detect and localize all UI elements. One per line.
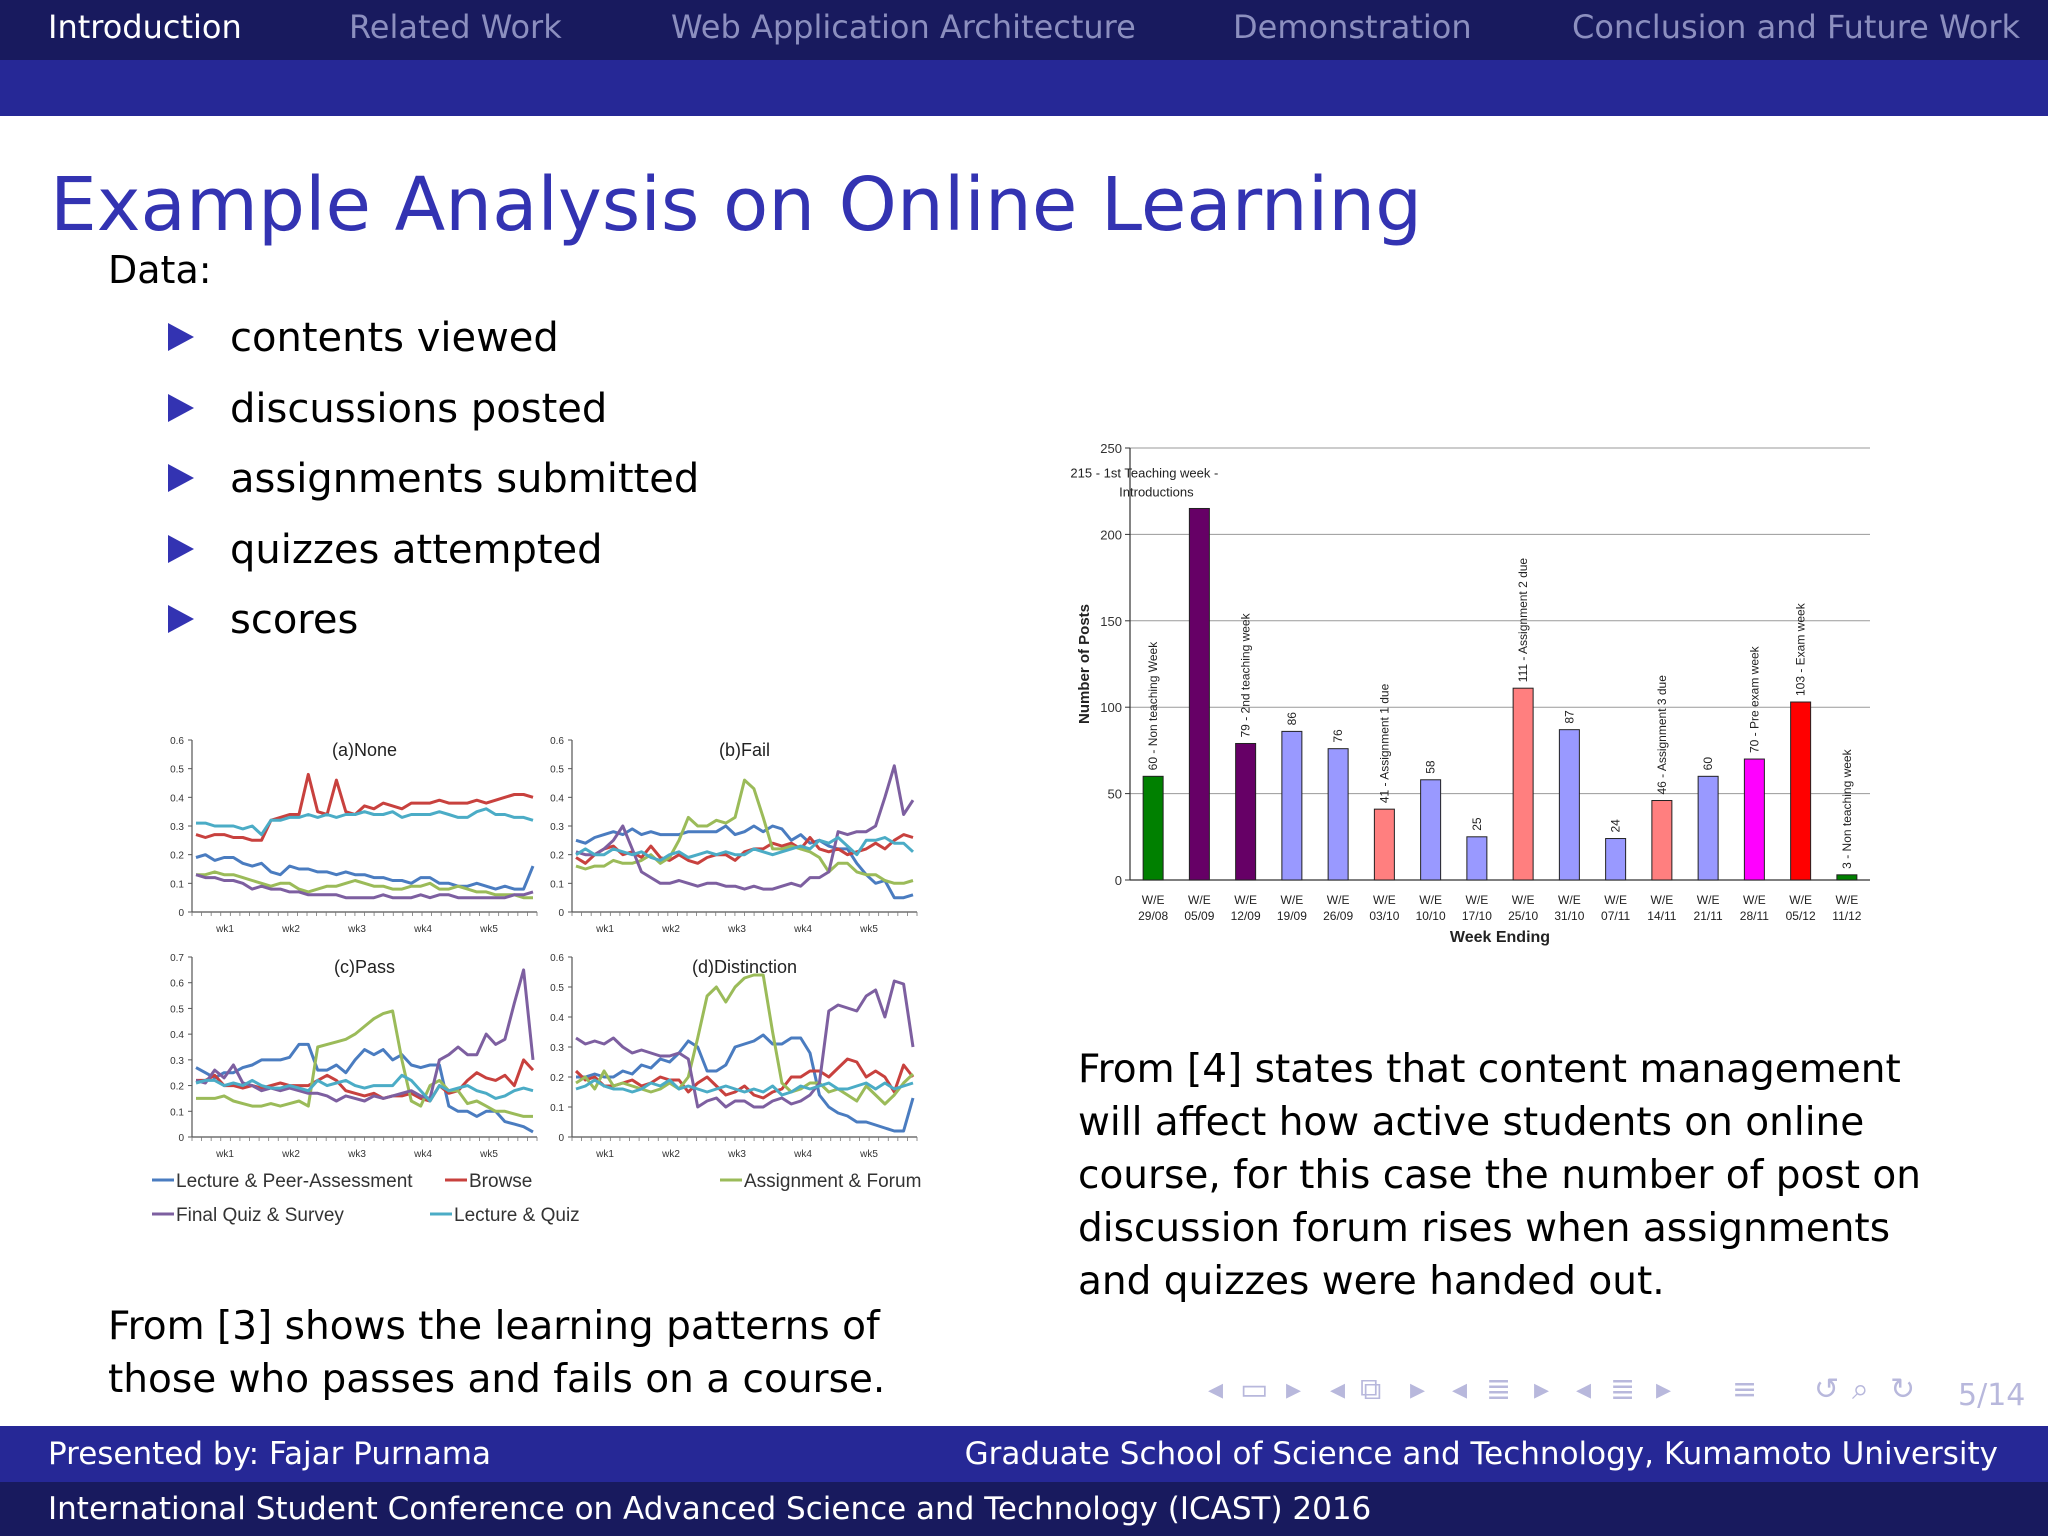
bullet-triangle-icon (168, 394, 194, 422)
x-tick-label: W/E (1465, 893, 1489, 907)
x-tick-label: 19/09 (1276, 909, 1307, 923)
y-tick-label: 0.3 (170, 1055, 184, 1067)
x-tick-label: W/E (1650, 893, 1674, 907)
x-tick-label: W/E (1511, 893, 1535, 907)
tab-related-work[interactable]: Related Work (349, 8, 562, 46)
x-tick-label: W/E (1188, 893, 1211, 907)
x-tick-label: wk5 (860, 1149, 878, 1160)
tab-conclusion-and-future-work[interactable]: Conclusion and Future Work (1572, 8, 2021, 46)
section-icon[interactable]: ≣ (1486, 1372, 1512, 1407)
bullet-text: discussions posted (230, 385, 608, 432)
bar (1606, 839, 1626, 880)
footer-lower (0, 1482, 2048, 1536)
x-tick-label: 10/10 (1415, 909, 1446, 923)
y-tick-label: 0.1 (170, 1107, 184, 1119)
bullet-triangle-icon (168, 535, 194, 563)
bullet-item (168, 457, 699, 528)
search-icon[interactable]: ⌕ (1852, 1372, 1869, 1407)
panel-title: (d)Distinction (691, 957, 798, 977)
series-line (196, 970, 533, 1101)
x-tick-label: W/E (1234, 893, 1257, 907)
line-panel (170, 953, 537, 1160)
subsection-bar (0, 60, 2048, 116)
x-tick-label: wk4 (414, 1149, 432, 1160)
x-tick-label: 29/08 (1138, 909, 1169, 923)
x-tick-label: 05/12 (1785, 909, 1816, 923)
bar (1744, 759, 1764, 880)
caption-right: From [4] states that content management will affect how active students on online course, for this case the number of post on discussion forum rises when assignments and quizzes were handed out. (1078, 1047, 1921, 1304)
x-tick-label: wk1 (216, 1149, 234, 1160)
footer-presenter: Presented by: Fajar Purnama (48, 1436, 492, 1472)
x-tick-label: wk4 (414, 924, 432, 935)
x-tick-label: wk5 (860, 924, 878, 935)
data-label: 87 (1562, 710, 1577, 724)
x-axis-title: Week Ending (1449, 929, 1551, 946)
data-label: 70 - Pre exam week (1747, 646, 1762, 754)
tab-introduction[interactable]: Introduction (48, 8, 242, 46)
y-tick-label: 0.2 (170, 1081, 184, 1093)
bullet-text: assignments submitted (230, 456, 700, 502)
bar (1189, 508, 1209, 880)
y-tick-label: 50 (1107, 786, 1122, 802)
data-label: 111 - Assignment 2 due (1516, 557, 1531, 683)
x-tick-label: 05/09 (1184, 909, 1215, 923)
y-tick-label: 0.4 (550, 793, 564, 805)
annotation: 215 - 1st Teaching week - (1070, 465, 1219, 481)
legend-label: Final Quiz & Survey (176, 1205, 344, 1226)
x-tick-label: wk1 (216, 924, 234, 935)
bar (1513, 688, 1533, 880)
legend-label: Lecture & Peer-Assessment (176, 1171, 413, 1192)
x-tick-label: W/E (1604, 893, 1627, 907)
bar (1791, 702, 1811, 880)
x-tick-label: wk2 (282, 924, 300, 935)
bullet-list (168, 316, 699, 669)
bullet-triangle-icon (168, 323, 194, 351)
bar (1236, 743, 1256, 880)
align-icon[interactable]: ≡ (1732, 1372, 1758, 1407)
bullet-item (168, 387, 699, 458)
legend-label: Lecture & Quiz (454, 1205, 580, 1226)
data-label: 86 (1284, 712, 1299, 726)
bullet-text: quizzes attempted (230, 526, 603, 573)
y-tick-label: 0.3 (550, 822, 564, 833)
data-label: 58 (1423, 760, 1438, 774)
bullet-text: contents viewed (230, 315, 559, 361)
x-tick-label: wk5 (480, 1149, 498, 1160)
x-tick-label: W/E (1141, 893, 1165, 907)
x-tick-label: wk3 (728, 1149, 746, 1160)
line-panel (550, 736, 917, 935)
arrow-left-icon[interactable]: ◂ (1330, 1372, 1346, 1407)
y-tick-label: 0 (558, 1133, 564, 1144)
x-tick-label: W/E (1280, 893, 1304, 907)
data-label: 41 - Assignment 1 due (1377, 683, 1392, 804)
arrow-right-icon[interactable]: ▸ (1286, 1372, 1302, 1407)
footer-upper (0, 1426, 2048, 1482)
line-panel (170, 736, 537, 935)
bullet-item (168, 598, 699, 669)
y-tick-label: 100 (1100, 700, 1122, 716)
y-tick-label: 0.2 (170, 850, 184, 862)
bullet-item (168, 528, 699, 599)
bullet-item (168, 316, 699, 387)
y-tick-label: 0.4 (170, 793, 184, 805)
x-tick-label: W/E (1558, 893, 1581, 907)
series-line (196, 774, 533, 840)
data-label: 60 - Non teaching Week (1146, 641, 1161, 771)
y-tick-label: 150 (1100, 613, 1122, 629)
bar (1374, 809, 1394, 880)
data-label: 25 (1469, 817, 1484, 831)
bar (1698, 776, 1718, 880)
page-number: 5/14 (1958, 1378, 2026, 1413)
data-label: 76 (1331, 729, 1346, 743)
x-tick-label: 28/11 (1739, 909, 1769, 923)
legend-label: Assignment & Forum (744, 1171, 922, 1192)
panel-title: (a)None (331, 740, 398, 760)
x-tick-label: 17/10 (1461, 909, 1492, 923)
x-tick-label: wk1 (596, 924, 614, 935)
tab-demonstration[interactable]: Demonstration (1233, 8, 1472, 46)
arrow-left-icon[interactable]: ◂ (1576, 1372, 1592, 1407)
y-tick-label: 0 (1114, 873, 1122, 888)
y-tick-label: 0.7 (170, 953, 184, 964)
data-label: 103 - Exam week (1793, 603, 1808, 697)
data-label: 46 - Assignment 3 due (1654, 675, 1669, 795)
data-label: 79 - 2nd teaching week (1238, 613, 1253, 738)
x-tick-label: W/E (1696, 893, 1720, 907)
x-tick-label: W/E (1789, 893, 1812, 907)
y-tick-label: 200 (1100, 527, 1122, 543)
x-tick-label: wk1 (596, 1149, 614, 1160)
y-tick-label: 0.1 (550, 879, 564, 891)
y-tick-label: 0 (558, 908, 564, 919)
x-tick-label: 26/09 (1323, 909, 1354, 923)
arrow-right-icon[interactable]: ▸ (1534, 1372, 1550, 1407)
y-tick-label: 0.5 (550, 764, 564, 776)
x-tick-label: wk2 (662, 924, 680, 935)
forum-posts-bar-chart (1070, 440, 1930, 970)
y-axis-title: Number of Posts (1076, 603, 1093, 725)
y-tick-label: 0.4 (550, 1013, 564, 1024)
bar (1421, 780, 1441, 880)
section-icon[interactable]: ≣ (1610, 1372, 1636, 1407)
x-tick-label: W/E (1835, 893, 1859, 907)
series-line (196, 809, 533, 835)
subsection-icon[interactable]: ⧉ (1360, 1372, 1382, 1407)
bar (1467, 837, 1487, 880)
x-tick-label: W/E (1419, 893, 1442, 907)
y-tick-label: 0.6 (170, 736, 184, 747)
caption-left: From [3] shows the learning patterns of those who passes and fails on a course. (108, 1304, 886, 1402)
bullet-triangle-icon (168, 605, 194, 633)
section-nav-bar (0, 0, 2048, 60)
x-tick-label: 31/10 (1554, 909, 1585, 923)
y-tick-label: 0.5 (170, 1004, 184, 1016)
y-tick-label: 0.4 (170, 1030, 184, 1042)
y-tick-label: 0.2 (550, 1073, 564, 1084)
y-tick-label: 0.3 (550, 1043, 564, 1054)
y-tick-label: 0.3 (170, 822, 184, 833)
x-tick-label: 12/09 (1230, 909, 1261, 923)
bar (1328, 749, 1348, 880)
data-label: Data: (108, 248, 212, 292)
y-tick-label: 0.6 (550, 736, 564, 747)
bar (1282, 731, 1302, 880)
panel-title: (b)Fail (718, 740, 771, 760)
x-tick-label: wk4 (794, 1149, 812, 1160)
y-tick-label: 0.6 (170, 978, 184, 990)
x-tick-label: W/E (1326, 893, 1350, 907)
y-tick-label: 0.5 (550, 983, 564, 994)
x-tick-label: W/E (1743, 893, 1766, 907)
arrow-right-icon[interactable]: ▸ (1410, 1372, 1426, 1407)
footer-conference: International Student Conference on Advanced Science and Technology (ICAST) 2016 (48, 1491, 1372, 1527)
annotation: Introductions (1119, 484, 1194, 500)
undo-icon[interactable]: ↺ (1814, 1372, 1840, 1407)
frame-icon[interactable]: ▭ (1240, 1372, 1269, 1407)
x-tick-label: 14/11 (1647, 909, 1677, 923)
learning-patterns-figure (140, 725, 940, 1245)
x-tick-label: wk2 (662, 1149, 680, 1160)
y-tick-label: 0.6 (550, 953, 564, 964)
x-tick-label: wk5 (480, 924, 498, 935)
arrow-right-icon[interactable]: ▸ (1656, 1372, 1672, 1407)
data-label: 3 - Non teaching week (1839, 749, 1854, 869)
bar (1143, 776, 1163, 880)
x-tick-label: 11/12 (1832, 909, 1862, 923)
y-tick-label: 0.5 (170, 764, 184, 776)
line-panel (550, 953, 917, 1160)
x-tick-label: 21/11 (1693, 909, 1723, 923)
y-tick-label: 0.1 (170, 879, 184, 891)
x-tick-label: wk3 (348, 1149, 366, 1160)
data-label: 60 (1701, 756, 1716, 771)
footer-institution: Graduate School of Science and Technology, Kumamoto University (964, 1436, 1998, 1472)
x-tick-label: 07/11 (1601, 909, 1631, 923)
arrow-left-icon[interactable]: ◂ (1208, 1372, 1224, 1407)
x-tick-label: wk3 (348, 924, 366, 935)
undo-icon[interactable]: ↻ (1890, 1372, 1916, 1407)
x-tick-label: wk3 (728, 924, 746, 935)
slide-title: Example Analysis on Online Learning (50, 162, 1423, 248)
y-tick-label: 0.1 (550, 1103, 564, 1114)
bar (1837, 875, 1857, 880)
y-tick-label: 0 (178, 1133, 184, 1144)
data-label: 24 (1608, 819, 1623, 833)
x-tick-label: 03/10 (1369, 909, 1400, 923)
bullet-text: scores (230, 597, 359, 643)
legend-label: Browse (469, 1171, 533, 1192)
bar (1652, 801, 1672, 880)
tab-web-application-architecture[interactable]: Web Application Architecture (671, 8, 1136, 46)
x-tick-label: 25/10 (1508, 909, 1539, 923)
bar (1559, 730, 1579, 880)
y-tick-label: 0 (178, 908, 184, 919)
y-tick-label: 250 (1100, 441, 1122, 456)
bullet-triangle-icon (168, 464, 194, 492)
arrow-left-icon[interactable]: ◂ (1452, 1372, 1468, 1407)
x-tick-label: wk2 (282, 1149, 300, 1160)
x-tick-label: W/E (1373, 893, 1396, 907)
panel-title: (c)Pass (333, 957, 396, 977)
y-tick-label: 0.2 (550, 850, 564, 862)
x-tick-label: wk4 (794, 924, 812, 935)
